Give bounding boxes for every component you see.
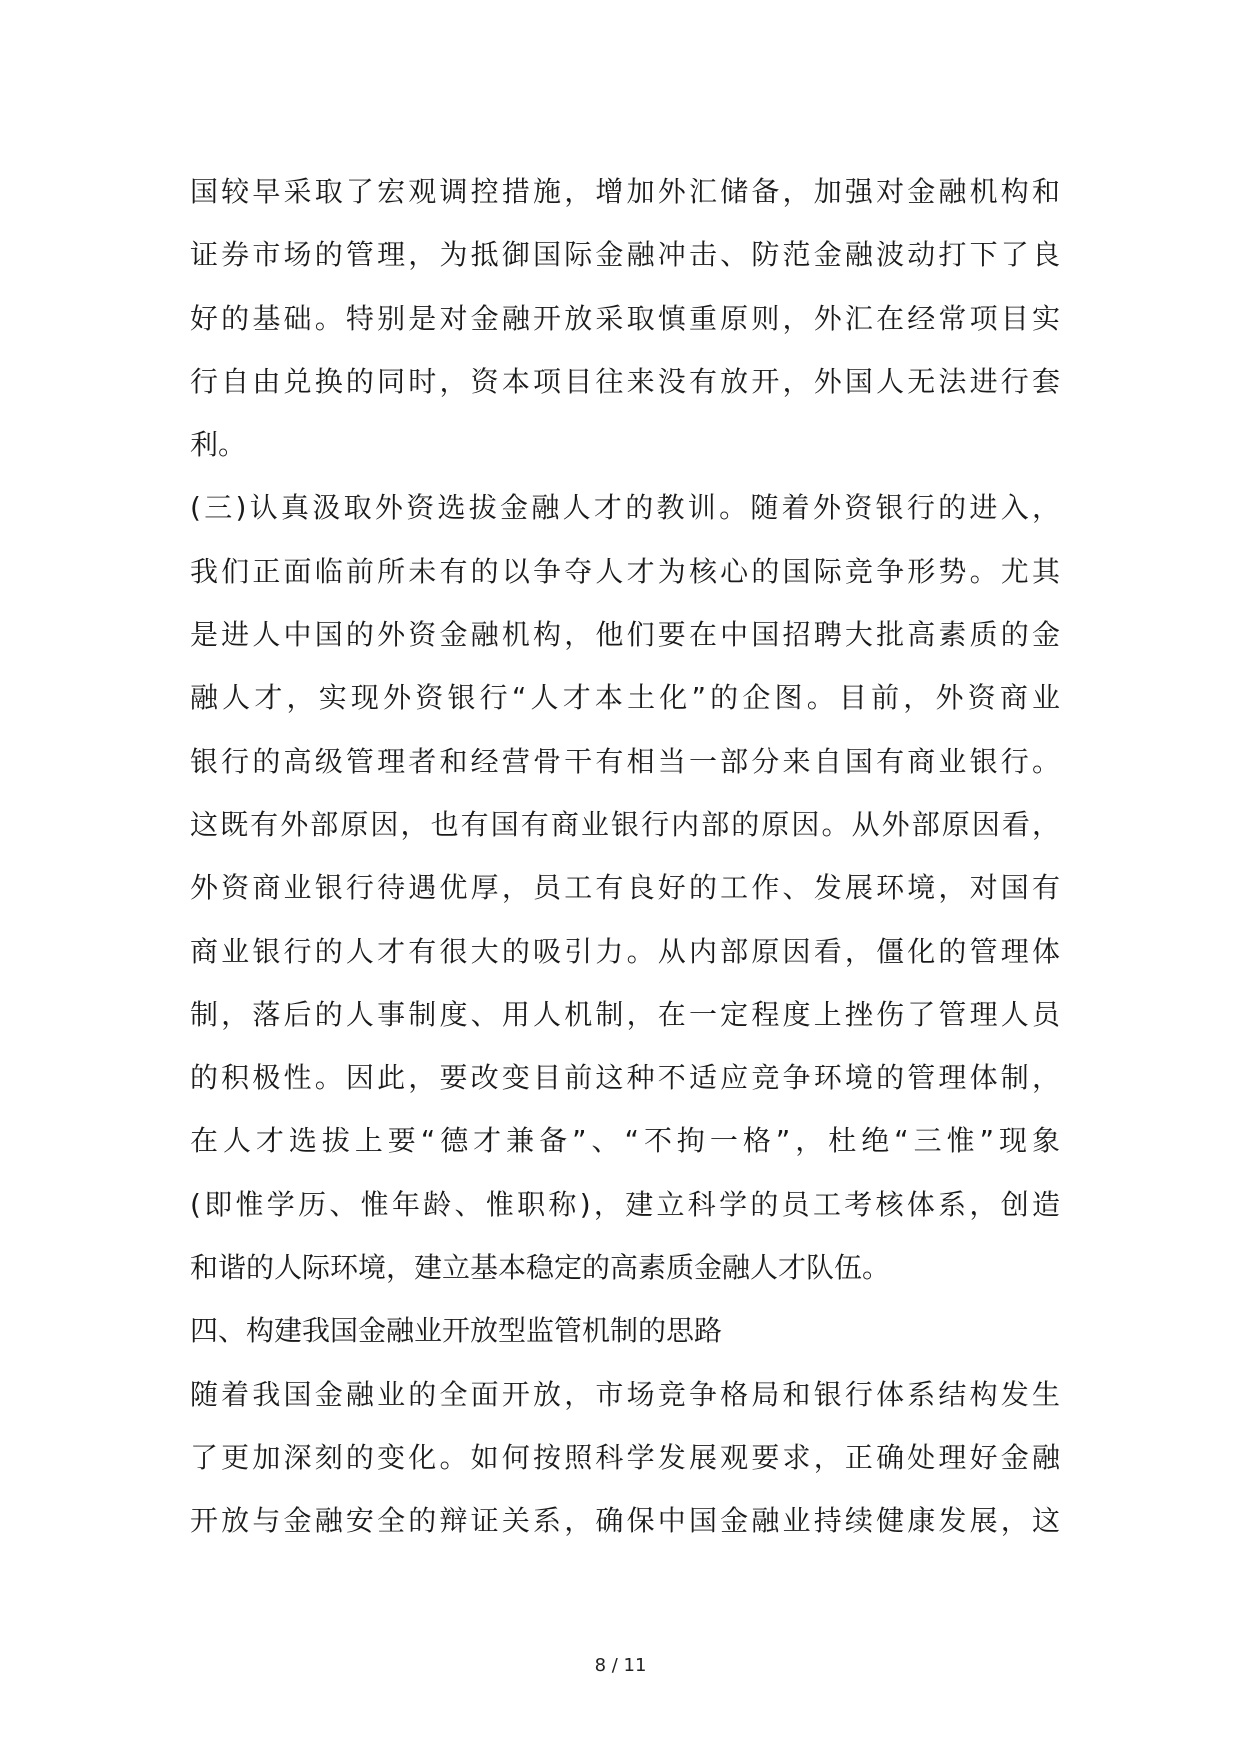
text-line-10: 银行的高级管理者和经营骨干有相当一部分来自国有商业银行。 bbox=[190, 744, 1060, 778]
text-line-6: (三)认真汲取外资选拔金融人才的教训。随着外资银行的进入， bbox=[190, 491, 1060, 525]
text-line-21: 了更加深刻的变化。如何按照科学发展观要求，正确处理好金融 bbox=[190, 1440, 1060, 1474]
text-line-14: 制，落后的人事制度、用人机制，在一定程度上挫伤了管理人员 bbox=[190, 997, 1060, 1031]
text-line-1: 国较早采取了宏观调控措施，增加外汇储备，加强对金融机构和 bbox=[190, 175, 1060, 208]
text-line-18: 和谐的人际环境，建立基本稳定的高素质金融人才队伍。 bbox=[190, 1251, 891, 1285]
text-line-3: 好的基础。特别是对金融开放采取慎重原则，外汇在经常项目实 bbox=[190, 301, 1060, 335]
text-line-4: 行自由兑换的同时，资本项目往来没有放开，外国人无法进行套 bbox=[190, 364, 1060, 398]
text-line-7: 我们正面临前所未有的以争夺人才为核心的国际竞争形势。尤其 bbox=[190, 554, 1060, 588]
section-heading: 四、构建我国金融业开放型监管机制的思路 bbox=[190, 1314, 723, 1348]
text-line-16: 在人才选拔上要“德才兼备”、“不拘一格”，杜绝“三惟”现象 bbox=[190, 1124, 1060, 1158]
text-line-22: 开放与金融安全的辩证关系，确保中国金融业持续健康发展，这 bbox=[190, 1504, 1060, 1538]
text-line-2: 证券市场的管理，为抵御国际金融冲击、防范金融波动打下了良 bbox=[190, 238, 1060, 272]
text-line-11: 这既有外部原因，也有国有商业银行内部的原因。从外部原因看， bbox=[190, 807, 1060, 841]
body-text bbox=[190, 160, 1060, 1553]
text-line-5: 利。 bbox=[190, 428, 247, 462]
text-line-20: 随着我国金融业的全面开放，市场竞争格局和银行体系结构发生 bbox=[190, 1377, 1060, 1411]
text-line-12: 外资商业银行待遇优厚，员工有良好的工作、发展环境，对国有 bbox=[190, 871, 1060, 905]
text-line-9: 融人才，实现外资银行“人才本土化”的企图。目前，外资商业 bbox=[190, 681, 1060, 715]
text-line-15: 的积极性。因此，要改变目前这种不适应竞争环境的管理体制， bbox=[190, 1061, 1060, 1095]
text-line-13: 商业银行的人才有很大的吸引力。从内部原因看，僵化的管理体 bbox=[190, 934, 1060, 968]
text-line-8: 是进人中国的外资金融机构，他们要在中国招聘大批高素质的金 bbox=[190, 618, 1060, 652]
text-line-17: (即惟学历、惟年龄、惟职称)，建立科学的员工考核体系，创造 bbox=[190, 1187, 1060, 1221]
page-number: 8 / 11 bbox=[594, 1655, 647, 1676]
